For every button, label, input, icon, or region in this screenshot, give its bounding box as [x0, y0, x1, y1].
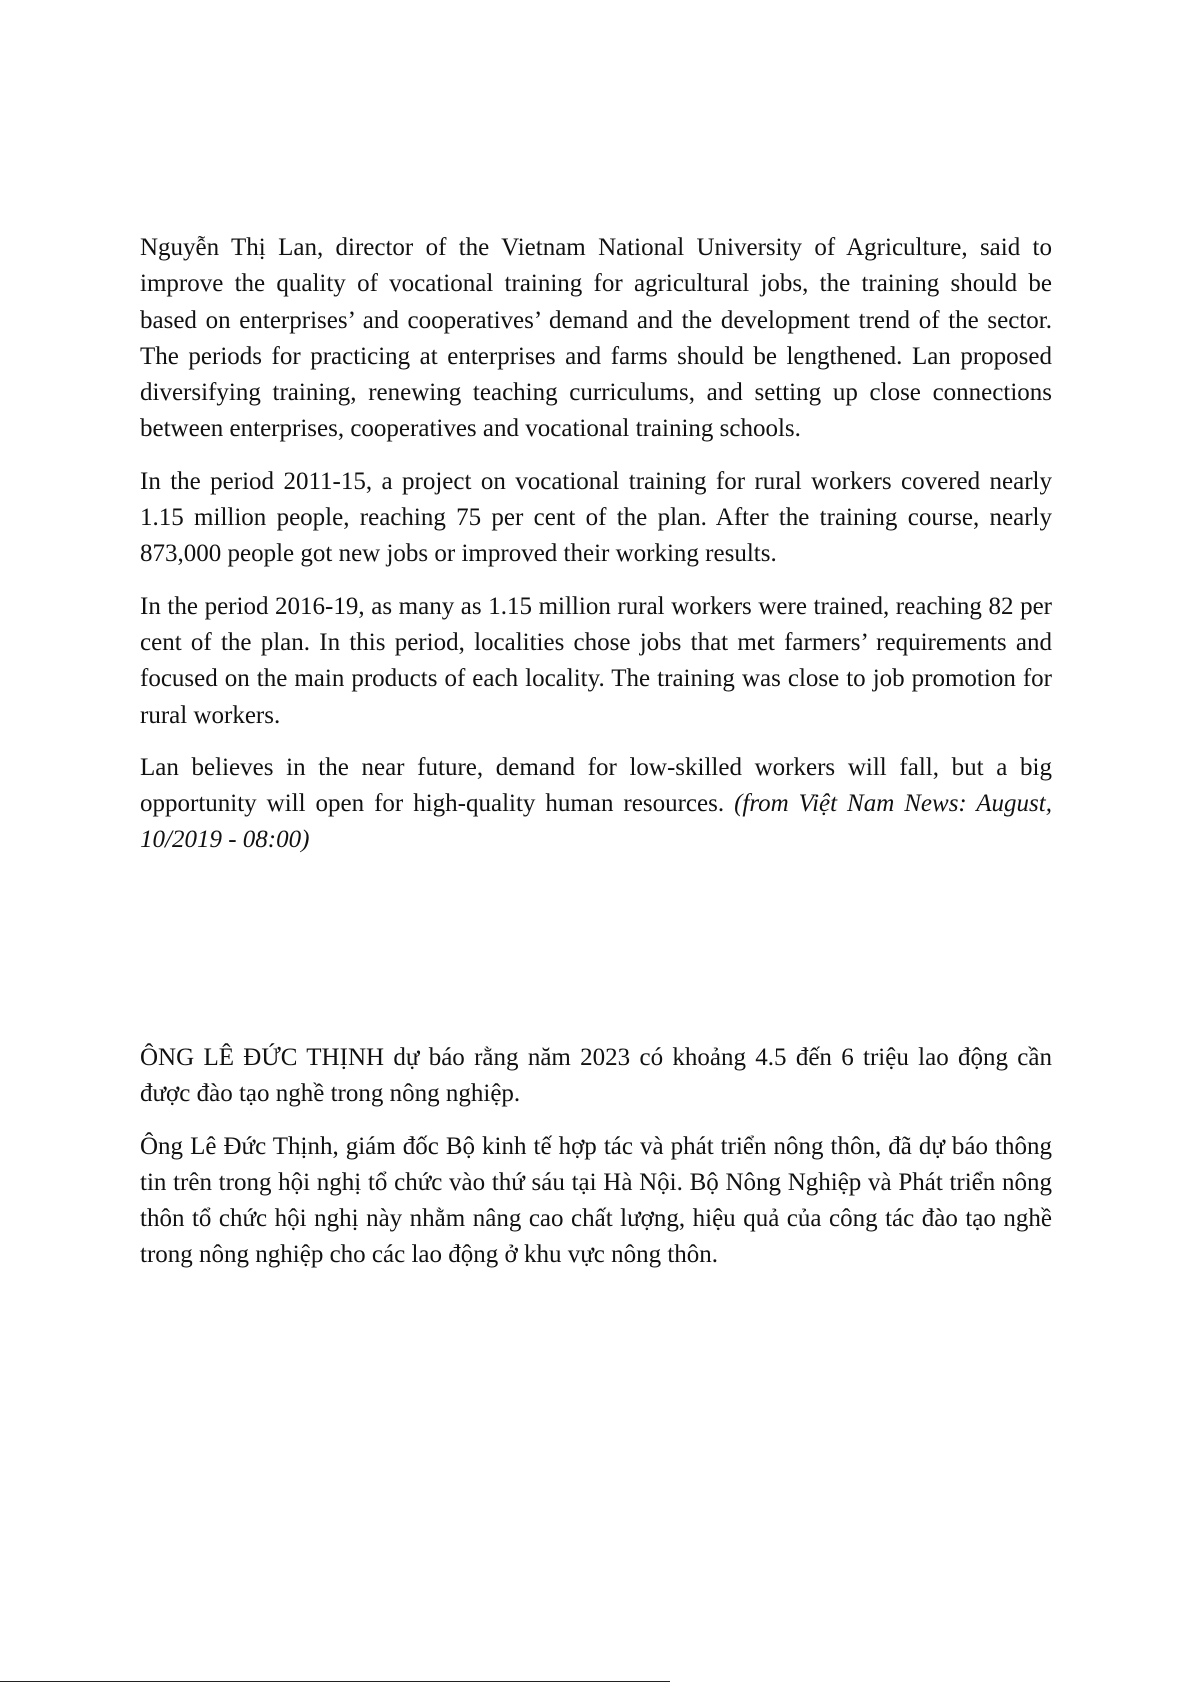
source-citation: (from Việt Nam News: August, 10/2019 - 08:00) — [140, 790, 1052, 854]
english-article — [140, 230, 1052, 859]
vietnamese-translation — [140, 1040, 1052, 1274]
paragraph-outlook — [140, 750, 1052, 859]
paragraph-lan-proposal: Nguyễn Thị Lan, director of the Vietnam National University of Agriculture, said to improve the quality of vocational training for agricultural jobs, the training should be based on enterprises’ and cooperatives’ demand and the development trend of the sector. The periods for practicing at enterprises and farms should be lengthened. Lan proposed diversifying training, renewing teaching curriculums, and setting up close connections between enterprises, cooperatives and vocational training schools. — [140, 234, 1052, 443]
outlook-text: Lan believes in the near future, demand for low-skilled workers will fall, but a big opportunity will open for high-quality human resources. — [140, 753, 1052, 818]
footer-rule — [0, 1681, 670, 1682]
paragraph-2011-15-results: In the period 2011-15, a project on vocational training for rural workers covered nearly 1.15 million people, reaching 75 per cent of the plan. After the training course, nearly 873,000 people got new jobs or improved their working results. — [140, 467, 1052, 568]
paragraph-vi-forecast: ÔNG LÊ ĐỨC THỊNH dự báo rằng năm 2023 có khoảng 4.5 đến 6 triệu lao động cần được đào tạo nghề trong nông nghiệp. — [140, 1044, 1052, 1108]
paragraph-vi-conference: Ông Lê Đức Thịnh, giám đốc Bộ kinh tế hợp tác và phát triển nông thôn, đã dự báo thông tin trên trong hội nghị tổ chức vào thứ sáu tại Hà Nội. Bộ Nông Nghiệp và Phát triển nông thôn tổ chức hội nghị này nhằm nâng cao chất lượng, hiệu quả của công tác đào tạo nghề trong nông nghiệp cho các lao động ở khu vực nông thôn. — [140, 1132, 1052, 1269]
paragraph-2016-19-results: In the period 2016-19, as many as 1.15 million rural workers were trained, reaching 82 per cent of the plan. In this period, localities chose jobs that met farmers’ requirements and focused on the main products of each locality. The training was close to job promotion for rural workers. — [140, 592, 1052, 729]
